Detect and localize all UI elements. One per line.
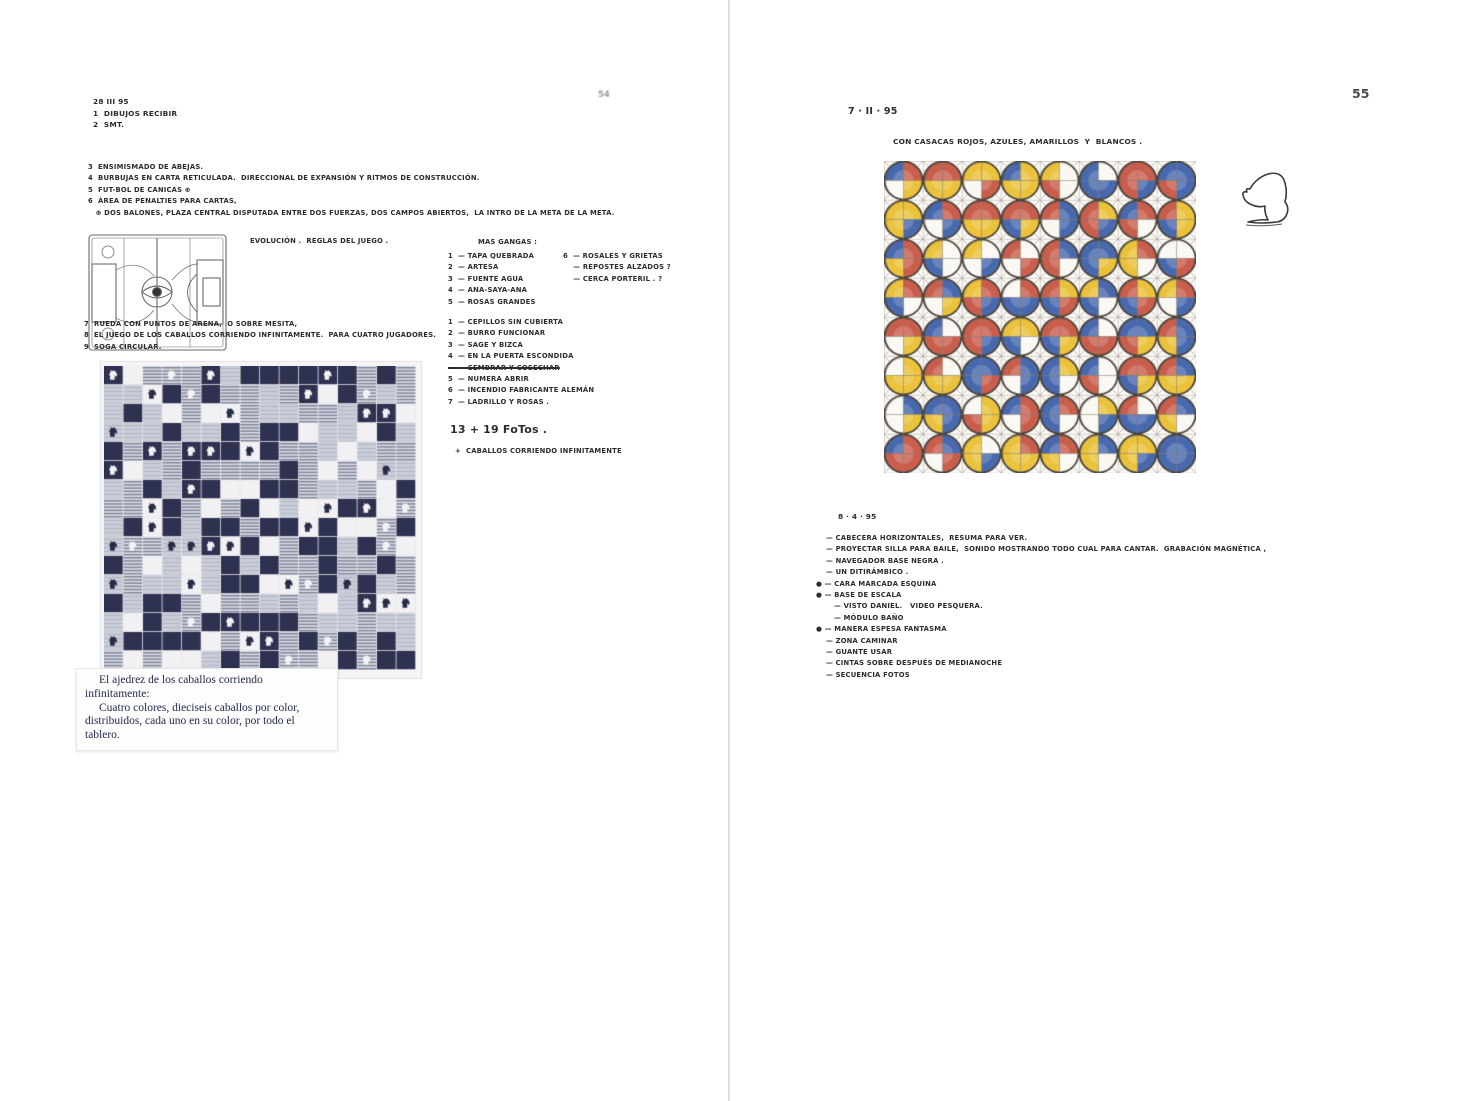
right-date: 7 · II · 95 — [848, 106, 898, 117]
note-line: 2 — BURRO FUNCIONAR — [448, 329, 546, 338]
right-title: CON CASACAS ROJOS, AZULES, AMARILLOS Y BLANCOS . — [893, 137, 1143, 146]
list-column-1 — [448, 251, 568, 308]
caballos-line: + CABALLOS CORRIENDO INFINITAMENTE — [455, 447, 622, 455]
left-page-number: 54 — [598, 90, 610, 100]
note-line: 28 III 95 — [93, 97, 129, 106]
note-line: 5 — ROSAS GRANDES — [448, 297, 536, 306]
list-column-2 — [563, 251, 693, 285]
right-notes-date: 8 · 4 · 95 — [838, 512, 877, 521]
note-line: — REPOSTES ALZADOS ? — [563, 263, 671, 272]
note-line: 5 — NUMERA ABRIR — [448, 375, 529, 384]
note-line: 7 RUEDA CON PUNTOS DE ARENA, O SOBRE MESITA, — [84, 320, 298, 328]
note-line: 2 — ARTESA — [448, 263, 499, 272]
note-line: 8 EL JUEGO DE LOS CABALLOS CORRIENDO INFINITAMENTE. PARA CUATRO JUGADORES. — [84, 331, 437, 340]
note-line: 6 — ROSALES Y GRIETAS — [563, 252, 663, 260]
note-line: 1 — TAPA QUEBRADA — [448, 252, 535, 260]
note-line: — MÓDULO BAÑO — [834, 613, 904, 622]
note-line: 9 SOGA CIRCULAR. — [84, 342, 162, 351]
right-page — [730, 0, 1460, 1101]
horse-head-sketch — [1238, 164, 1300, 230]
caption-line: distribuidos, cada uno en su color, por todo el — [85, 715, 295, 728]
note-line: 6 ÁREA DE PENALTIES PARA CARTAS, — [88, 197, 237, 206]
right-notes — [816, 533, 1286, 681]
note-line: — VISTO DANIEL. VIDEO PESQUERA. — [834, 602, 983, 611]
caption-line: Cuatro colores, dieciseis caballos por color, — [99, 701, 300, 714]
note-line: — ZONA CAMINAR — [826, 636, 898, 645]
caption-clipping — [76, 668, 338, 751]
note-line: 4 BURBUJAS EN CARTA RETICULADA. DIRECCIONAL DE EXPANSIÓN Y RITMOS DE CONSTRUCCIÓN. — [88, 174, 480, 183]
fotos-count-line: 13 + 19 FoTos . — [450, 423, 548, 436]
note-line: — SECUENCIA FOTOS — [826, 670, 910, 679]
left-page — [0, 0, 728, 1101]
list-header: MAS GANGAS : — [478, 238, 538, 246]
note-line: ● — BASE DE ESCALA — [816, 591, 902, 600]
note-line: 3 — SAGE Y BIZCA — [448, 340, 523, 349]
note-line: 6 — INCENDIO FABRICANTE ALEMÁN — [448, 386, 595, 395]
caption-line: tablero. — [85, 729, 120, 742]
note-line: 2 SMT. — [93, 120, 125, 129]
note-line: — SEMBRAR Y COSECHAR — [448, 363, 560, 372]
note-line: — UN DITIRÁMBICO . — [826, 568, 909, 577]
note-line: — CERCA PORTERIL . ? — [563, 274, 663, 283]
note-line: — PROYECTAR SILLA PARA BAILE, SONIDO MOSTRANDO TODO CUAL PARA CANTAR. GRABACIÓN MAGNÉTICA , — [826, 545, 1267, 554]
caption-line: El ajedrez de los caballos corriendo — [99, 674, 263, 686]
right-page-number: 55 — [1352, 86, 1370, 101]
note-line: 3 ENSIMISMADO DE ABEJAS. — [88, 163, 204, 171]
note-line: — GUANTE USAR — [826, 648, 893, 657]
note-line: ● — MANERA ESPESA FANTASMA — [816, 625, 947, 634]
note-line: 5 FUT-BOL DE CANICAS ⊕ — [88, 185, 191, 194]
note-line: — CINTAS SOBRE DESPUÉS DE MEDIANOCHE — [826, 659, 1003, 668]
note-line: 7 — LADRILLO Y ROSAS . — [448, 397, 550, 406]
note-line: ⊕ DOS BALONES, PLAZA CENTRAL DISPUTADA ENTRE DOS FUERZAS, DOS CAMPOS ABIERTOS, LA INTRO DE LA META DE LA META. — [88, 208, 615, 217]
list-second-block — [448, 317, 648, 408]
note-line: 1 DIBUJOS RECIBIR — [93, 108, 178, 118]
note-line: — CABECERA HORIZONTALES, RESUMA PARA VER. — [826, 534, 1028, 542]
note-line: — NAVEGADOR BASE NEGRA . — [826, 556, 944, 565]
note-line: 1 — CEPILLOS SIN CUBIERTA — [448, 318, 564, 326]
note-line: 4 — ANA-SAYA-ANA — [448, 286, 528, 295]
left-notes-top — [93, 96, 333, 131]
sketch-label: EVOLUCIÓN . REGLAS DEL JUEGO . — [250, 237, 389, 245]
left-notes-list — [88, 162, 628, 219]
caption-line: infinitamente: — [85, 687, 150, 700]
knight-board-image — [104, 366, 416, 670]
note-line: 3 — FUENTE AGUA — [448, 274, 524, 283]
note-line: 4 — EN LA PUERTA ESCONDIDA — [448, 352, 574, 361]
note-line: ● — CARA MARCADA ESQUINA — [816, 579, 937, 588]
circle-pattern-drawing — [884, 161, 1196, 473]
